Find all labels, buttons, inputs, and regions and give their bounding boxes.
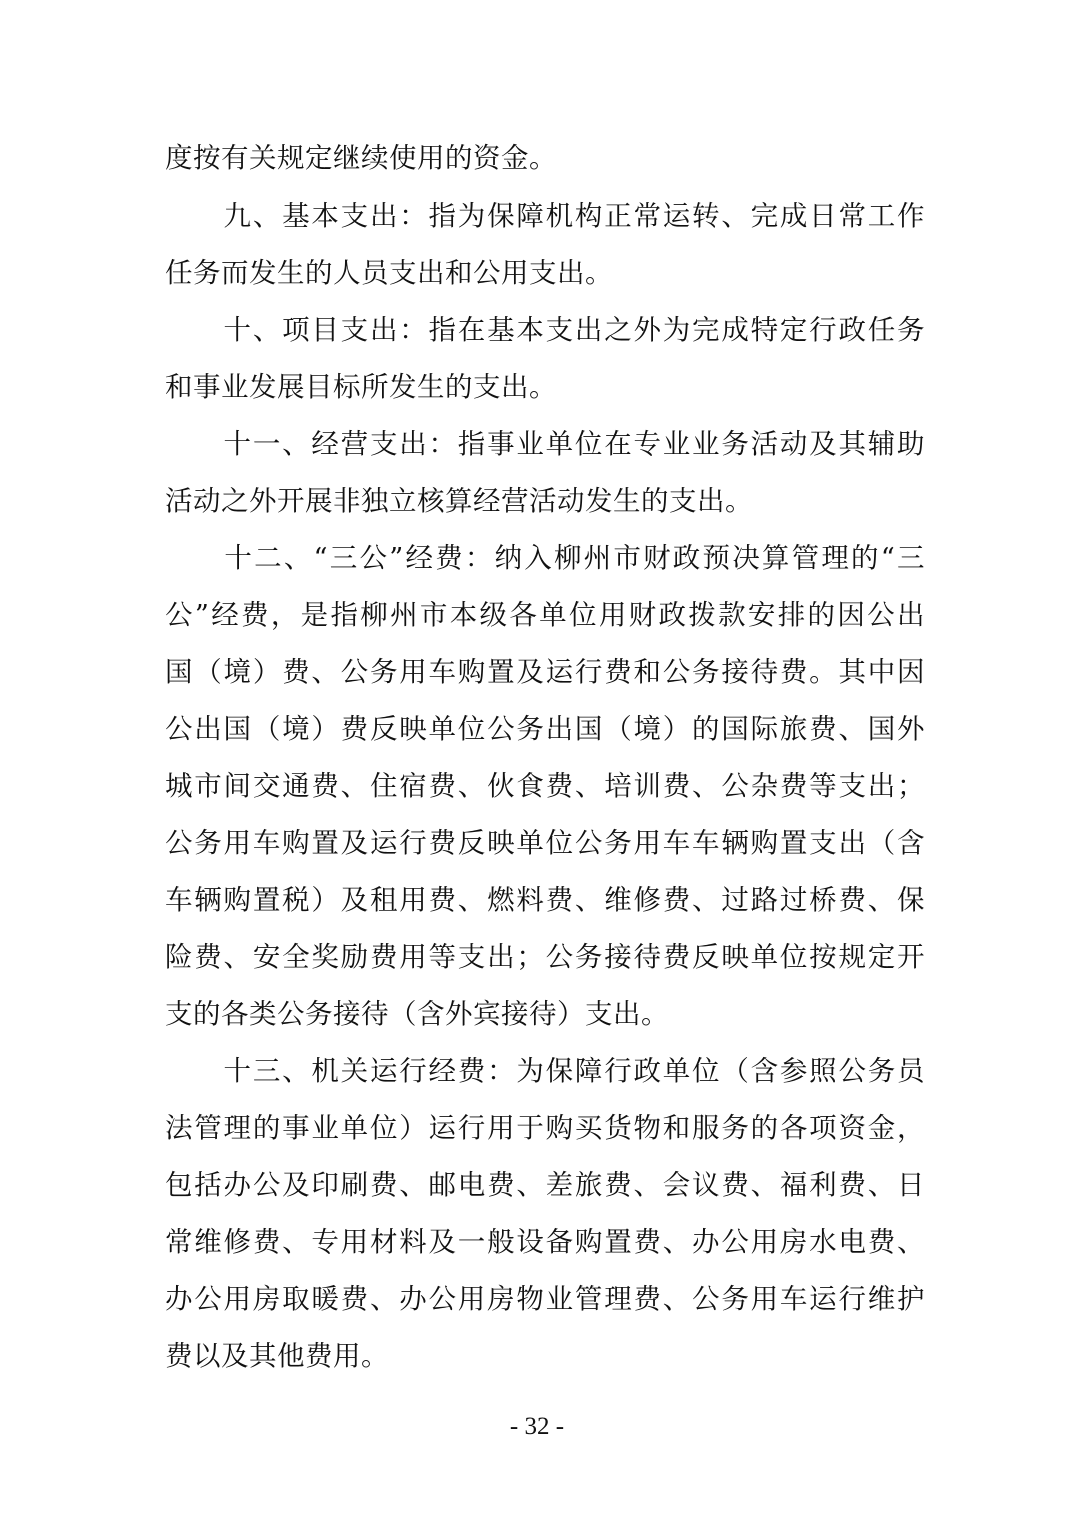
- text-line: 活动之外开展非独立核算经营活动发生的支出。: [165, 485, 753, 517]
- text-line: 公”经费，是指柳州市本级各单位用财政拨款安排的因公出: [165, 599, 925, 631]
- text-line: 国（境）费、公务用车购置及运行费和公务接待费。其中因: [165, 656, 925, 688]
- text-line: 和事业发展目标所发生的支出。: [165, 371, 557, 403]
- text-line: 九、基本支出：指为保障机构正常运转、完成日常工作: [165, 200, 925, 232]
- text-line: 常维修费、专用材料及一般设备购置费、办公用房水电费、: [165, 1226, 925, 1258]
- text-line: 城市间交通费、住宿费、伙食费、培训费、公杂费等支出；: [165, 770, 925, 802]
- text-line: 十一、经营支出：指事业单位在专业业务活动及其辅助: [165, 428, 925, 460]
- text-line: 任务而发生的人员支出和公用支出。: [165, 257, 613, 289]
- text-line: 办公用房取暖费、办公用房物业管理费、公务用车运行维护: [165, 1283, 925, 1315]
- page-number: - 32 -: [509, 1413, 565, 1440]
- text-line: 十、项目支出：指在基本支出之外为完成特定行政任务: [165, 314, 925, 346]
- text-line: 车辆购置税）及租用费、燃料费、维修费、过路过桥费、保: [165, 884, 925, 916]
- text-line: 十二、“三公”经费：纳入柳州市财政预决算管理的“三: [165, 542, 925, 574]
- text-line: 十三、机关运行经费：为保障行政单位（含参照公务员: [165, 1055, 925, 1087]
- text-line: 险费、安全奖励费用等支出；公务接待费反映单位按规定开: [165, 941, 925, 973]
- text-line: 度按有关规定继续使用的资金。: [165, 142, 557, 174]
- text-line: 公务用车购置及运行费反映单位公务用车车辆购置支出（含: [165, 827, 925, 859]
- text-line: 包括办公及印刷费、邮电费、差旅费、会议费、福利费、日: [165, 1169, 925, 1201]
- text-line: 公出国（境）费反映单位公务出国（境）的国际旅费、国外: [165, 713, 925, 745]
- text-line: 法管理的事业单位）运行用于购买货物和服务的各项资金，: [165, 1112, 925, 1144]
- text-line: 费以及其他费用。: [165, 1340, 389, 1372]
- text-line: 支的各类公务接待（含外宾接待）支出。: [165, 998, 669, 1030]
